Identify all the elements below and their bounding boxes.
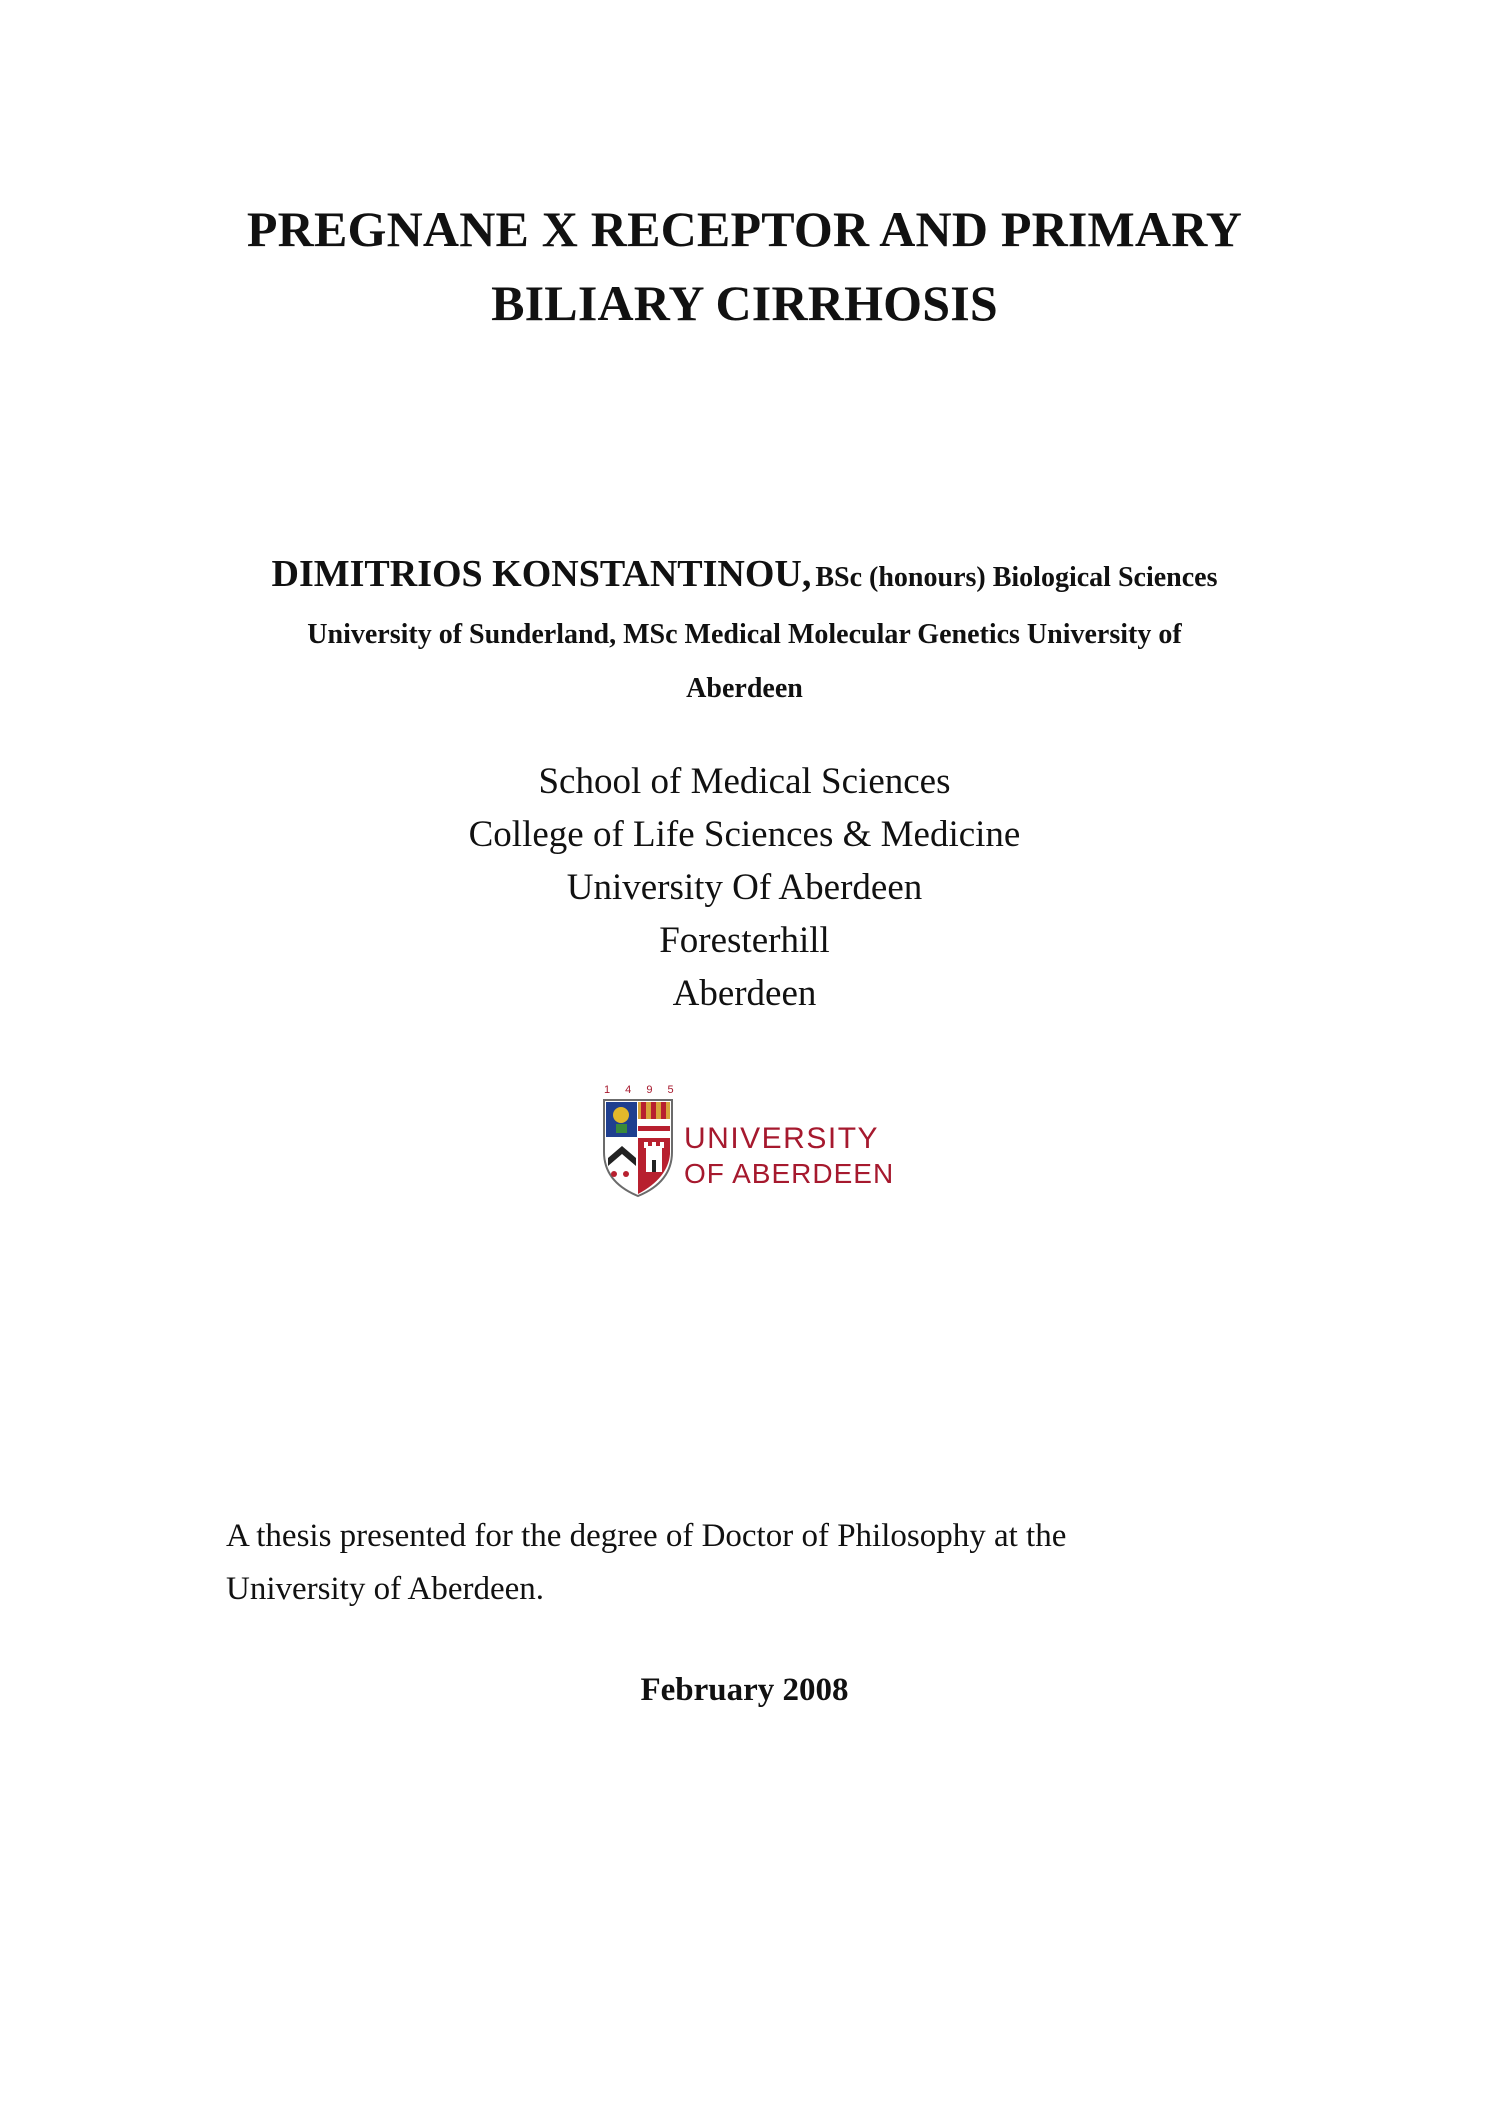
author-qualifications-line-2: University of Sunderland, MSc Medical Molecular Genetics University of [307,619,1182,650]
address-university: University Of Aberdeen [566,867,923,908]
university-crest-icon [604,1100,672,1196]
author-first-line [0,548,1489,608]
thesis-statement-line-2: University of Aberdeen. [226,1571,544,1607]
address-city: Aberdeen [672,973,817,1014]
thesis-statement-line-1: A thesis presented for the degree of Doctor of Philosophy at the [226,1518,1067,1554]
title-line-2: BILIARY CIRRHOSIS [491,275,998,331]
thesis-statement [226,1510,1326,1616]
logo-text-of-aberdeen: OF ABERDEEN [684,1158,895,1189]
address-site: Foresterhill [659,920,830,961]
submission-date: February 2008 [640,1672,849,1708]
author-name: DIMITRIOS KONSTANTINOU, [271,553,812,595]
title-line-1: PREGNANE X RECEPTOR AND PRIMARY [246,201,1243,257]
author-block [0,548,1489,716]
university-logo [600,1082,900,1202]
author-qualifications: BSc (honours) Biological Sciences [815,562,1218,593]
address-college: College of Life Sciences & Medicine [468,814,1021,855]
logo-text-university: UNIVERSITY [684,1122,880,1155]
author-qualifications-line-3: Aberdeen [686,673,803,704]
address-school: School of Medical Sciences [538,761,951,802]
logo-year: 1 4 9 5 [604,1084,680,1096]
institution-address [0,755,1489,1020]
thesis-title [0,192,1489,340]
